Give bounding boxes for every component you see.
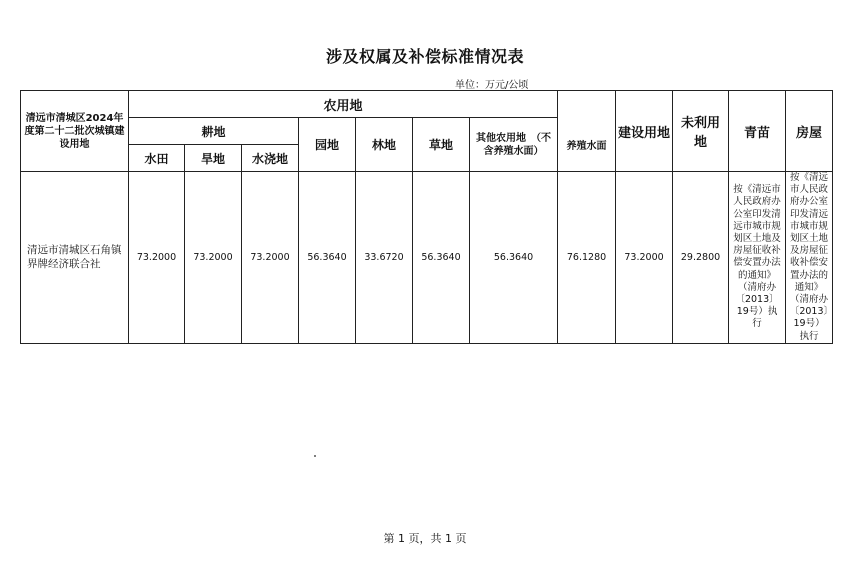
header-grass: 草地: [413, 118, 470, 172]
header-dry: 旱地: [185, 145, 242, 172]
cell-garden: 56.3640: [299, 172, 356, 344]
page-footer: 第 1 页，共 1 页: [383, 532, 467, 545]
cell-construction: 73.2000: [616, 172, 673, 344]
cell-other-farmland: 56.3640: [470, 172, 558, 344]
header-aquaculture: 养殖水面: [558, 91, 616, 172]
cell-aquaculture: 76.1280: [558, 172, 616, 344]
cell-unused: 29.2800: [673, 172, 729, 344]
header-houses: 房屋: [786, 91, 833, 172]
cell-name: 清远市清城区石角镇界牌经济联合社: [21, 172, 129, 344]
table-row: [21, 172, 833, 344]
header-paddy: 水田: [129, 145, 185, 172]
header-farmland: 农用地: [129, 91, 558, 118]
scan-speck: [314, 455, 316, 457]
header-other-farmland: 其他农用地 （不含养殖水面）: [470, 118, 558, 172]
cell-houses-note: 按《清远市人民政府办公室印发清远市城市规划区土地及房屋征收补偿安置办法的通知》（清府办〔2013〕19号）执行: [786, 172, 833, 344]
header-construction: 建设用地: [616, 91, 673, 172]
cell-irrigated: 73.2000: [242, 172, 299, 344]
unit-label: 单位：万元/公顷: [455, 80, 529, 91]
cell-forest: 33.6720: [356, 172, 413, 344]
header-arable: 耕地: [129, 118, 299, 145]
header-region: 清远市清城区2024年度第二十二批次城镇建设用地: [21, 91, 129, 172]
header-forest: 林地: [356, 118, 413, 172]
cell-crops-note: 按《清远市人民政府办公室印发清远市城市规划区土地及房屋征收补偿安置办法的通知》（清府办〔2013〕19号）执行: [729, 172, 786, 344]
cell-paddy: 73.2000: [129, 172, 185, 344]
page-title: 涉及权属及补偿标准情况表: [325, 47, 524, 66]
header-unused: 未利用地: [673, 91, 729, 172]
cell-grass: 56.3640: [413, 172, 470, 344]
header-crops: 青苗: [729, 91, 786, 172]
cell-dry: 73.2000: [185, 172, 242, 344]
compensation-table: [20, 90, 833, 344]
header-irrigated: 水浇地: [242, 145, 299, 172]
header-garden: 园地: [299, 118, 356, 172]
